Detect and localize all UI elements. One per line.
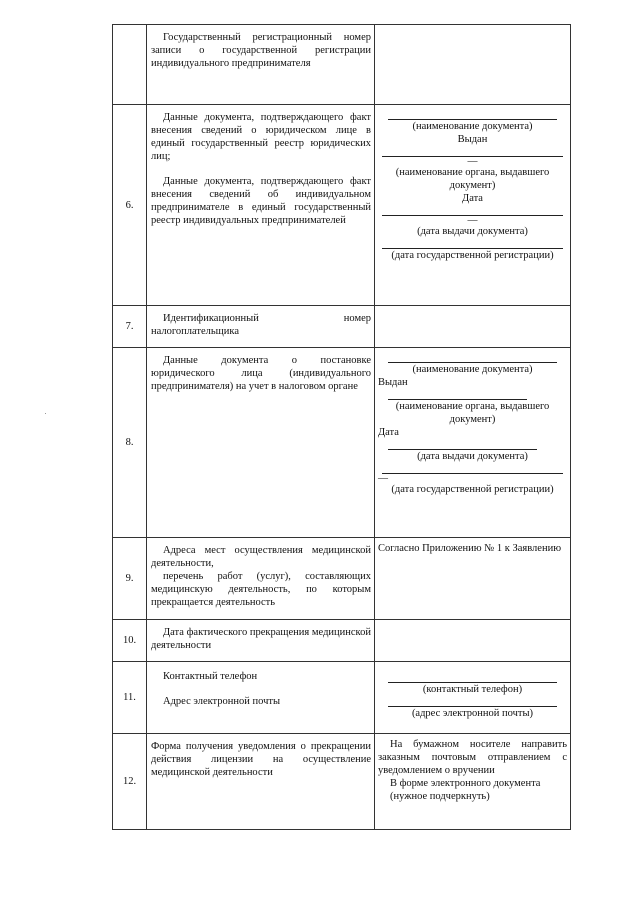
- row-description-cell: [147, 105, 375, 306]
- document-name-caption: (наименование документа): [412, 364, 533, 375]
- row-number: 7.: [113, 306, 147, 348]
- row-description-cell: [147, 620, 375, 662]
- table-row-9: [113, 538, 571, 620]
- contact-fields: [375, 662, 571, 734]
- registration-date-caption: (дата государственной регистрации): [391, 484, 554, 495]
- inn-label: Идентификационный номер налогоплательщика: [151, 313, 371, 337]
- row-number: 8.: [113, 348, 147, 538]
- termination-date-label: Дата фактического прекращения медицинской деятельности: [151, 627, 371, 651]
- issued-label: Выдан: [457, 134, 488, 145]
- email-caption: (адрес электронной почты): [411, 708, 534, 719]
- row-description-cell: [147, 734, 375, 830]
- issuer-caption: (наименование органа, выдавшего документ): [395, 401, 550, 425]
- termination-date-field[interactable]: [375, 620, 571, 662]
- ogrnip-label: Государственный регистрационный номер записи о государственной регистрации индивидуального предпринимателя: [151, 32, 371, 69]
- line-tick: —: [467, 156, 478, 167]
- table-row-10: [113, 620, 571, 662]
- registration-date-line[interactable]: [382, 463, 563, 474]
- registration-date-caption: (дата государственной регистрации): [391, 250, 554, 261]
- electronic-document-option[interactable]: В форме электронного документа: [390, 778, 541, 789]
- works-list-label: перечень работ (услуг), составляющих медицинскую деятельность, по которым прекращается деятельность: [151, 571, 371, 608]
- issue-date-caption: (дата выдачи документа): [417, 226, 528, 237]
- issuer-caption: (наименование органа, выдавшего документ): [395, 167, 550, 191]
- table-row-11: [113, 662, 571, 734]
- line-tick: —: [467, 215, 478, 226]
- date-label: Дата: [462, 193, 483, 204]
- email-line[interactable]: [388, 696, 557, 707]
- phone-caption: (контактный телефон): [422, 684, 523, 695]
- row-number: 9.: [113, 538, 147, 620]
- notification-form-label: Форма получения уведомления о прекращении действия лицензии на осуществление медицинской деятельности: [151, 741, 371, 778]
- table-row-6: [113, 105, 571, 306]
- tax-registration-label: Данные документа о постановке юридического лица (индивидуального предпринимателя) на учет в налоговом органе: [151, 355, 371, 392]
- row-description-cell: [147, 348, 375, 538]
- line-tick: —: [378, 473, 388, 484]
- email-label: Адрес электронной почты: [163, 696, 281, 707]
- notification-form-options: [375, 734, 571, 830]
- row-number: 10.: [113, 620, 147, 662]
- legal-entity-registry-label: Данные документа, подтверждающего факт внесения сведений о юридическом лице в единый государственный реестр юридических лиц;: [151, 112, 371, 162]
- activity-addresses-label: Адреса мест осуществления медицинской деятельности,: [151, 545, 371, 569]
- issue-date-caption: (дата выдачи документа): [417, 451, 528, 462]
- application-form-table: [112, 24, 571, 830]
- activity-addresses-value: [375, 538, 571, 620]
- underline-hint: (нужное подчеркнуть): [390, 791, 490, 802]
- issued-label: Выдан: [378, 377, 408, 388]
- table-row-7: [113, 306, 571, 348]
- appendix-reference: Согласно Приложению № 1 к Заявлению: [378, 543, 562, 554]
- entrepreneur-registry-label: Данные документа, подтверждающего факт внесения сведений об индивидуальном предпринимателе в единый государственный реестр индивидуальных предпринимателей: [151, 176, 371, 226]
- document-name-line[interactable]: [388, 109, 557, 120]
- document-name-caption: (наименование документа): [412, 121, 533, 132]
- ogrnip-value-field[interactable]: [375, 25, 571, 105]
- row-description-cell: [147, 25, 375, 105]
- row-number: 6.: [113, 105, 147, 306]
- issuer-line[interactable]: [388, 389, 527, 400]
- registry-document-fields: [375, 105, 571, 306]
- row-number: 11.: [113, 662, 147, 734]
- row-description-cell: [147, 662, 375, 734]
- inn-value-field[interactable]: [375, 306, 571, 348]
- tax-registration-fields: [375, 348, 571, 538]
- row-number-cell: [113, 25, 147, 105]
- phone-line[interactable]: [388, 672, 557, 683]
- date-label: Дата: [378, 427, 399, 438]
- table-row-8: [113, 348, 571, 538]
- table-row-12: [113, 734, 571, 830]
- row-description-cell: [147, 306, 375, 348]
- row-description-cell: [147, 538, 375, 620]
- paper-delivery-option[interactable]: На бумажном носителе направить заказным почтовым отправлением с уведомлением о вручении: [378, 739, 567, 776]
- scan-speck: [45, 413, 46, 414]
- document-name-line[interactable]: [388, 352, 557, 363]
- issue-date-line[interactable]: [388, 439, 537, 450]
- table-row-5: [113, 25, 571, 105]
- phone-label: Контактный телефон: [163, 671, 258, 682]
- row-number: 12.: [113, 734, 147, 830]
- registration-date-line[interactable]: [382, 238, 563, 249]
